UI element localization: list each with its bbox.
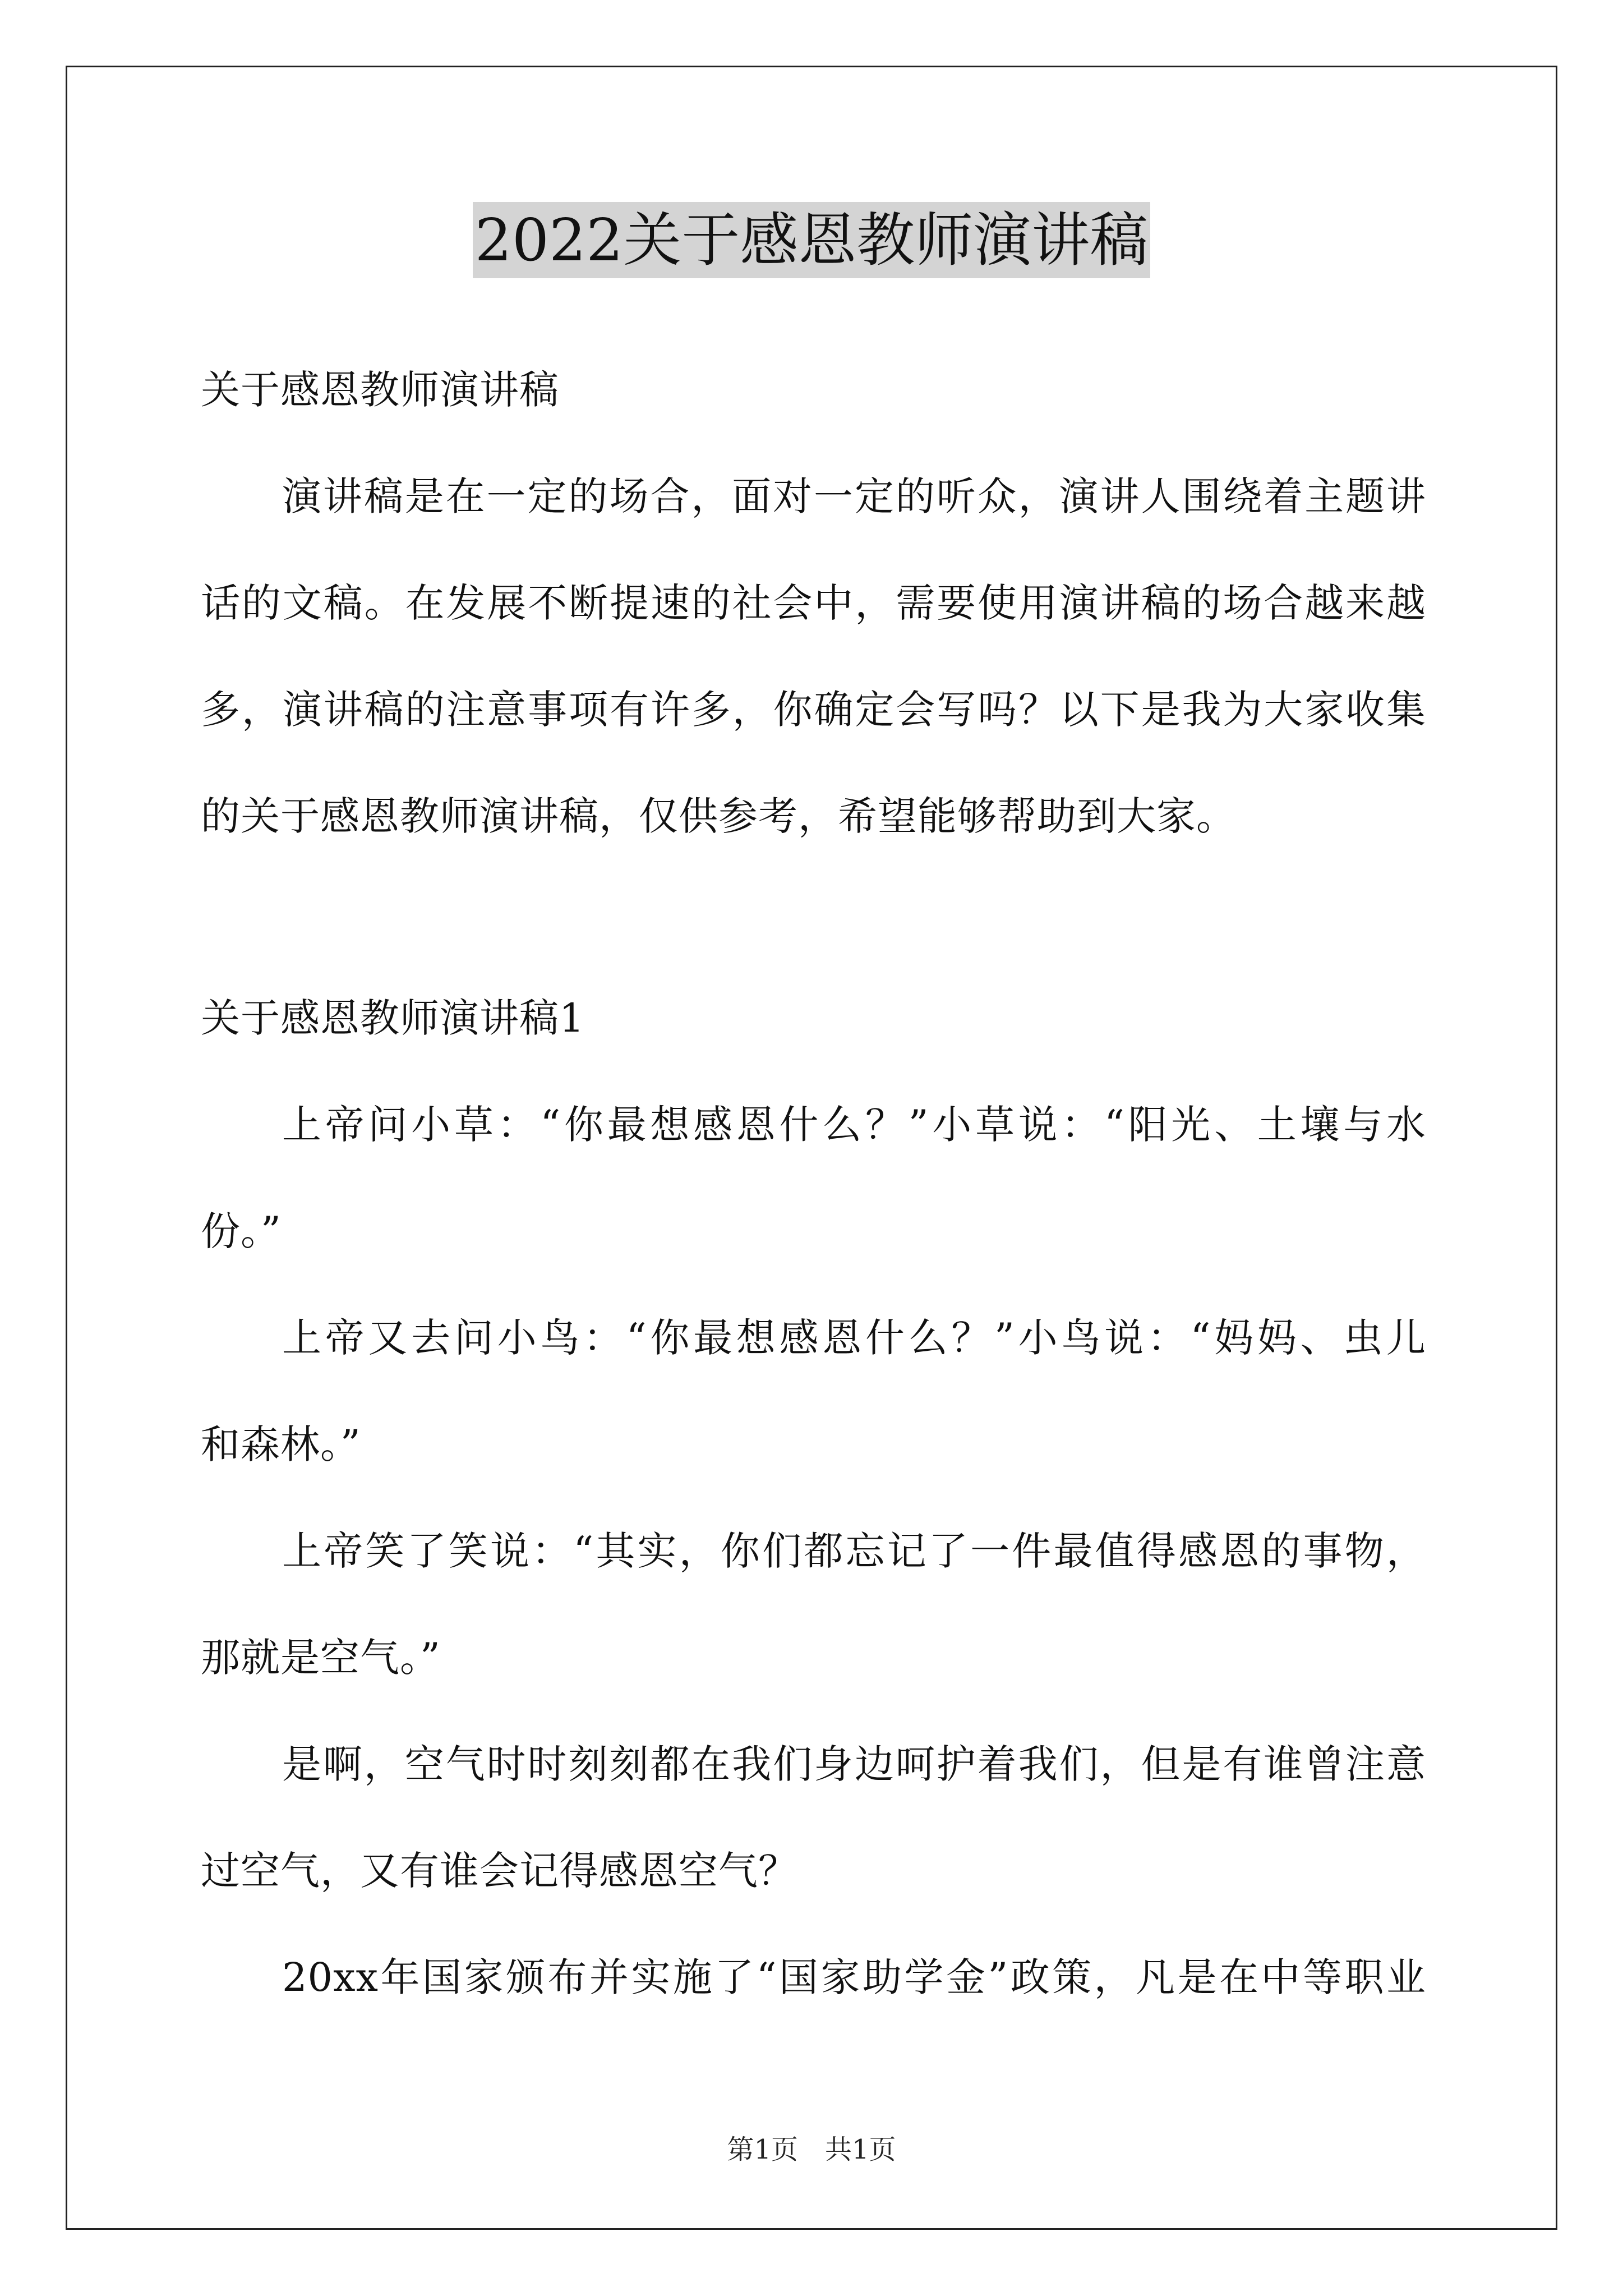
- text-line: 话的文稿。在发展不断提速的社会中，需要使用演讲稿的场合越来越: [201, 580, 1426, 626]
- text-line: 上帝又去问小鸟：“你最想感恩什么？”小鸟说：“妈妈、虫儿: [282, 1315, 1426, 1361]
- text-line: 多，演讲稿的注意事项有许多，你确定会写吗？以下是我为大家收集: [201, 687, 1426, 733]
- text-line: 的关于感恩教师演讲稿，仅供参考，希望能够帮助到大家。: [201, 793, 1236, 839]
- page-footer: [0, 2133, 1623, 2166]
- text-line: 20xx年国家颁布并实施了“国家助学金”政策，凡是在中等职业: [282, 1954, 1426, 2000]
- text-line: 关于感恩教师演讲稿1: [201, 995, 585, 1041]
- text-line: 是啊，空气时时刻刻都在我们身边呵护着我们，但是有谁曾注意: [282, 1741, 1426, 1787]
- text-line: 和森林。”: [201, 1421, 361, 1467]
- text-line: 演讲稿是在一定的场合，面对一定的听众，演讲人围绕着主题讲: [282, 473, 1426, 519]
- text-line: 过空气，又有谁会记得感恩空气？: [201, 1848, 798, 1894]
- page-number-current: 第1页: [727, 2134, 798, 2165]
- text-line: 份。”: [201, 1208, 282, 1254]
- text-line: 上帝笑了笑说：“其实，你们都忘记了一件最值得感恩的事物，: [282, 1528, 1426, 1574]
- document-body: [201, 337, 1426, 2031]
- title-container: [0, 202, 1623, 278]
- text-line: 关于感恩教师演讲稿: [201, 367, 559, 413]
- paragraph-gap: [201, 869, 1426, 965]
- page-number-total: 共1页: [825, 2134, 896, 2165]
- document-title: 2022关于感恩教师演讲稿: [473, 202, 1151, 278]
- text-line: 上帝问小草：“你最想感恩什么？”小草说：“阳光、土壤与水: [282, 1102, 1426, 1148]
- text-line: 那就是空气。”: [201, 1635, 441, 1681]
